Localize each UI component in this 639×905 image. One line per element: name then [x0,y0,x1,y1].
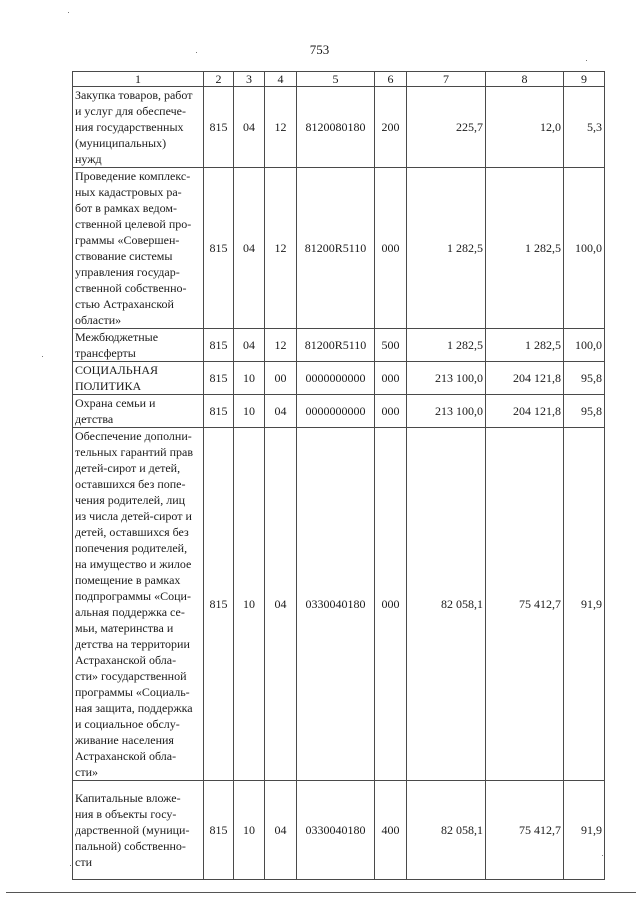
cell-col-5: 0000000000 [297,395,375,428]
col-header-9: 9 [564,72,605,87]
cell-col-7: 225,7 [407,87,486,168]
cell-col-4: 04 [265,428,297,781]
cell-col-3: 10 [234,428,265,781]
cell-col-9: 100,0 [564,329,605,362]
description-line: ная защита, поддержка [75,701,193,715]
scan-speck [68,12,69,13]
col-header-7: 7 [407,72,486,87]
scan-speck [602,855,603,856]
cell-col-6: 500 [375,329,407,362]
cell-col-4: 12 [265,87,297,168]
description-line: ствование системы [75,249,173,263]
cell-col-7: 82 058,1 [407,781,486,880]
cell-col-5: 0000000000 [297,362,375,395]
col-header-8: 8 [486,72,564,87]
description-line: области» [75,313,122,327]
row-description [73,87,204,168]
cell-col-6: 000 [375,362,407,395]
cell-col-3: 10 [234,362,265,395]
description-line: подпрограммы «Соци- [75,589,191,603]
cell-col-4: 12 [265,329,297,362]
description-line: Обеспечение дополни- [75,429,192,443]
description-line: детей-сирот и детей, [75,461,181,475]
cell-col-7: 1 282,5 [407,329,486,362]
cell-col-2: 815 [204,362,234,395]
cell-col-3: 04 [234,87,265,168]
cell-col-9: 95,8 [564,395,605,428]
col-header-1: 1 [73,72,204,87]
description-line: и услуг для обеспече- [75,104,186,118]
description-line: из числа детей-сирот и [75,509,192,523]
description-line: чения родителей, лиц [75,493,186,507]
scan-speck [42,356,43,357]
row-description [73,781,204,880]
description-line: сти» государственной [75,669,187,683]
cell-col-8: 204 121,8 [486,395,564,428]
description-line: (муниципальных) [75,136,167,150]
description-line: тельных гарантий прав [75,445,194,459]
cell-col-2: 815 [204,168,234,329]
cell-col-5: 0330040180 [297,781,375,880]
page-bottom-rule [6,892,636,893]
cell-col-3: 04 [234,168,265,329]
page-number: 753 [309,42,330,57]
col-header-5: 5 [297,72,375,87]
description-line: ных кадастровых ра- [75,185,182,199]
cell-col-8: 204 121,8 [486,362,564,395]
col-header-2: 2 [204,72,234,87]
description-line: ПОЛИТИКА [75,379,142,393]
description-line: Капитальные вложе- [75,791,181,805]
cell-col-3: 10 [234,395,265,428]
description-line: Астраханской обла- [75,749,177,763]
description-line: живание населения [75,733,174,747]
cell-col-5: 8120080180 [297,87,375,168]
description-line: альная поддержка се- [75,605,185,619]
description-line: детства на территории [75,637,190,651]
description-line: детей, оставшихся без [75,525,189,539]
table-row [73,781,605,880]
scan-speck [70,865,71,866]
cell-col-2: 815 [204,329,234,362]
description-line: Межбюджетные [75,330,159,344]
description-line: ния государственных [75,120,184,134]
cell-col-9: 5,3 [564,87,605,168]
table-row [73,395,605,428]
cell-col-9: 95,8 [564,362,605,395]
row-description [73,362,204,395]
col-header-6: 6 [375,72,407,87]
description-line: и социальное обслу- [75,717,180,731]
cell-col-6: 400 [375,781,407,880]
description-line: на имущество и жилое [75,557,192,571]
cell-col-6: 200 [375,87,407,168]
cell-col-2: 815 [204,781,234,880]
row-description [73,395,204,428]
row-description [73,168,204,329]
cell-col-8: 1 282,5 [486,329,564,362]
cell-col-4: 04 [265,395,297,428]
cell-col-5: 81200R5110 [297,168,375,329]
description-line: сти» [75,765,98,779]
description-line: трансферты [75,346,136,360]
cell-col-3: 04 [234,329,265,362]
cell-col-7: 1 282,5 [407,168,486,329]
cell-col-4: 12 [265,168,297,329]
scan-speck [586,60,587,61]
description-line: СОЦИАЛЬНАЯ [75,363,159,377]
description-line: бот в рамках ведом- [75,201,177,215]
description-line: сти [75,855,92,869]
cell-col-8: 75 412,7 [486,428,564,781]
table-row [73,168,605,329]
cell-col-2: 815 [204,87,234,168]
cell-col-6: 000 [375,395,407,428]
description-line: управления государ- [75,265,180,279]
description-line: ния в объекты госу- [75,807,177,821]
description-line: детства [75,412,114,426]
description-line: мьи, материнства и [75,621,174,635]
budget-table [72,71,605,880]
table-row [73,329,605,362]
cell-col-8: 75 412,7 [486,781,564,880]
header-row [73,72,605,87]
description-line: граммы «Совершен- [75,233,180,247]
description-line: ственной собственно- [75,281,187,295]
cell-col-9: 91,9 [564,428,605,781]
cell-col-6: 000 [375,428,407,781]
scan-speck [196,52,197,53]
table-row [73,362,605,395]
cell-col-7: 82 058,1 [407,428,486,781]
table-row [73,87,605,168]
cell-col-9: 91,9 [564,781,605,880]
description-line: пальной) собственно- [75,839,186,853]
table-row [73,428,605,781]
cell-col-5: 0330040180 [297,428,375,781]
description-line: Охрана семьи и [75,396,156,410]
cell-col-7: 213 100,0 [407,395,486,428]
cell-col-8: 1 282,5 [486,168,564,329]
cell-col-2: 815 [204,395,234,428]
cell-col-2: 815 [204,428,234,781]
description-line: стью Астраханской [75,297,174,311]
col-header-3: 3 [234,72,265,87]
cell-col-5: 81200R5110 [297,329,375,362]
description-line: Закупка товаров, работ [75,88,193,102]
cell-col-4: 04 [265,781,297,880]
description-line: ственной целевой про- [75,217,192,231]
cell-col-7: 213 100,0 [407,362,486,395]
description-line: программы «Социаль- [75,685,190,699]
row-description [73,428,204,781]
description-line: дарственной (муници- [75,823,190,837]
cell-col-8: 12,0 [486,87,564,168]
row-description [73,329,204,362]
description-line: нужд [75,152,102,166]
cell-col-3: 10 [234,781,265,880]
description-line: Астраханской обла- [75,653,177,667]
cell-col-6: 000 [375,168,407,329]
cell-col-9: 100,0 [564,168,605,329]
description-line: оставшихся без попе- [75,477,186,491]
cell-col-4: 00 [265,362,297,395]
col-header-4: 4 [265,72,297,87]
description-line: помещение в рамках [75,573,181,587]
description-line: попечения родителей, [75,541,188,555]
description-line: Проведение комплекс- [75,169,191,183]
